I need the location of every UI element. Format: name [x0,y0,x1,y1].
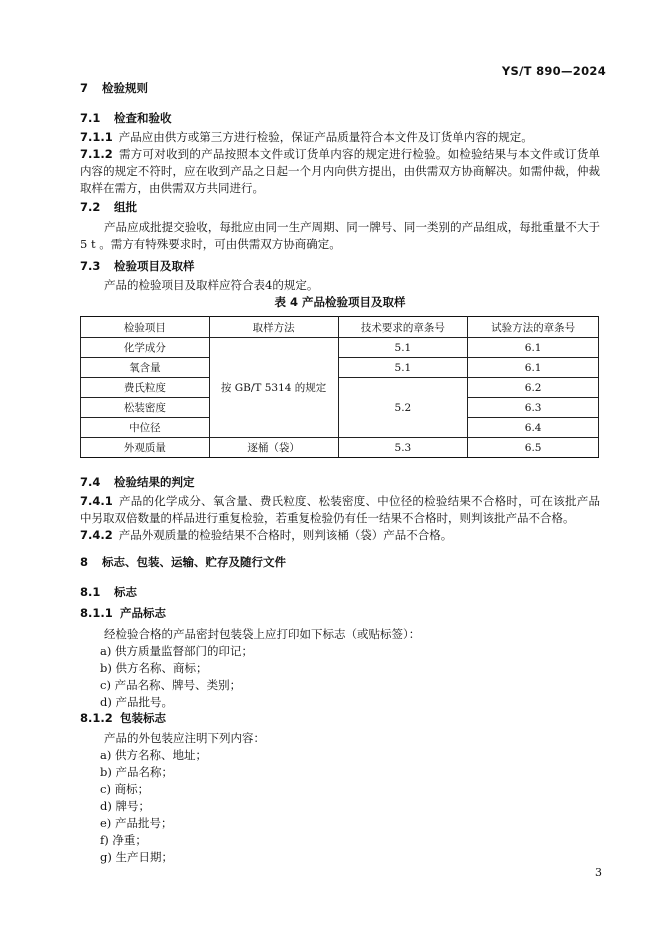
inspection-table [80,316,599,458]
section-title: 组批 [114,200,137,214]
cell-item: 中位径 [81,418,210,438]
section-title: 标志 [114,585,137,599]
section-8-1-heading [80,584,137,600]
section-8-1-1-heading [80,605,166,621]
table-row [81,438,599,458]
list-item: f) 净重； [100,833,147,847]
section-number: 7.4 [80,475,101,489]
list-item: g) 生产日期； [100,850,174,864]
section-number: 8.1.1 [80,606,113,620]
list-item: b) 产品名称； [100,765,174,779]
clause-text: 产品的化学成分、氧含量、费氏粒度、松装密度、中位径的检验结果不合格时，可在该批产品中另取双倍数量的样品进行重复检验，若重复检验仍有任一结果不合格时，则判该批产品不合格。 [80,494,600,525]
clause-number: 7.4.2 [80,528,113,542]
list-item: b) 供方名称、商标； [100,661,208,675]
cell-item: 外观质量 [81,438,210,458]
cell-method: 6.5 [468,438,599,458]
clause-text: 需方可对收到的产品按照本文件或订货单内容的规定进行检验。如检验结果与本文件或订货单内容的规定不符时，应在收到产品之日起一个月内向供方提出，由供需双方协商解决。如需仲裁，仲裁取样在需方，由供需双方共同进行。 [80,147,600,195]
column-header: 检验项目 [81,317,210,338]
section-8-1-2-heading [80,710,166,726]
package-marking-list [100,747,207,866]
cell-item: 松装密度 [81,398,210,418]
cell-method: 6.3 [468,398,599,418]
section-7-2-heading [80,199,137,215]
standard-number: YS/T 890—2024 [501,64,606,78]
cell-item: 费氏粒度 [81,378,210,398]
section-number: 7.2 [80,200,101,214]
section-title: 检验结果的判定 [114,475,195,489]
section-number: 8.1.2 [80,711,113,725]
cell-req: 5.1 [338,338,468,358]
clause-number: 7.1.2 [80,147,113,161]
cell-req-merged: 5.2 [338,378,468,438]
table-row [81,378,599,398]
column-header: 取样方法 [209,317,338,338]
cell-item: 氧含量 [81,358,210,378]
clause-8-1-2-text: 产品的外包装应注明下列内容： [104,731,265,745]
list-item: e) 产品批号； [100,816,173,830]
clause-number: 7.4.1 [80,494,113,508]
table-row [81,338,599,358]
table-header-row [81,317,599,338]
clause-7-3-text: 产品的检验项目及取样应符合表4的规定。 [104,278,319,292]
section-number: 8.1 [80,585,101,599]
cell-method: 6.1 [468,358,599,378]
cell-item: 化学成分 [81,338,210,358]
clause-7-1-2 [80,146,600,197]
section-title: 检验项目及取样 [114,259,195,273]
section-title: 检验规则 [102,81,148,95]
section-7-heading [80,80,148,96]
cell-method: 6.4 [468,418,599,438]
cell-sampling: 逐桶（袋） [209,438,338,458]
section-8-heading [80,554,286,570]
cell-method: 6.1 [468,338,599,358]
clause-text: 产品应由供方或第三方进行检验，保证产品质量符合本文件及订货单内容的规定。 [118,130,533,144]
clause-7-2-text: 产品应成批提交验收，每批应由同一生产周期、同一牌号、同一类别的产品组成，每批重量不大于5 t 。需方有特殊要求时，可由供需双方协商确定。 [80,220,600,251]
cell-sampling-merged: 按 GB/T 5314 的规定 [209,338,338,438]
list-item: c) 商标； [100,782,150,796]
section-number: 7 [80,81,89,95]
list-item: c) 产品名称、牌号、类别； [100,678,242,692]
clause-8-1-1-text: 经检验合格的产品密封包装袋上应打印如下标志（或贴标签）： [104,627,421,641]
page-number: 3 [595,866,602,879]
clause-7-4-2 [80,527,600,544]
section-7-4-heading [80,474,195,490]
clause-number: 7.1.1 [80,130,113,144]
cell-method: 6.2 [468,378,599,398]
cell-req: 5.1 [338,358,468,378]
list-item: a) 供方质量监督部门的印记； [100,644,253,658]
section-7-3-heading [80,258,195,274]
column-header: 技术要求的章条号 [338,317,468,338]
section-title: 包装标志 [120,711,166,725]
column-header: 试验方法的章条号 [468,317,599,338]
table-row [81,358,599,378]
section-title: 检查和验收 [114,111,172,125]
section-title: 标志、包装、运输、贮存及随行文件 [102,555,286,569]
list-item: d) 产品批号。 [100,695,174,709]
section-title: 产品标志 [120,606,166,620]
cell-req: 5.3 [338,438,468,458]
section-number: 8 [80,555,89,569]
clause-7-4-1 [80,493,600,527]
section-number: 7.1 [80,111,101,125]
marking-list [100,643,253,711]
clause-7-1-1 [80,129,600,146]
list-item: d) 牌号； [100,799,151,813]
table-4-caption: 表 4 产品检验项目及取样 [274,295,406,309]
section-number: 7.3 [80,259,101,273]
section-7-1-heading [80,110,172,126]
list-item: a) 供方名称、地址； [100,748,207,762]
clause-text: 产品外观质量的检验结果不合格时，则判该桶（袋）产品不合格。 [118,528,453,542]
